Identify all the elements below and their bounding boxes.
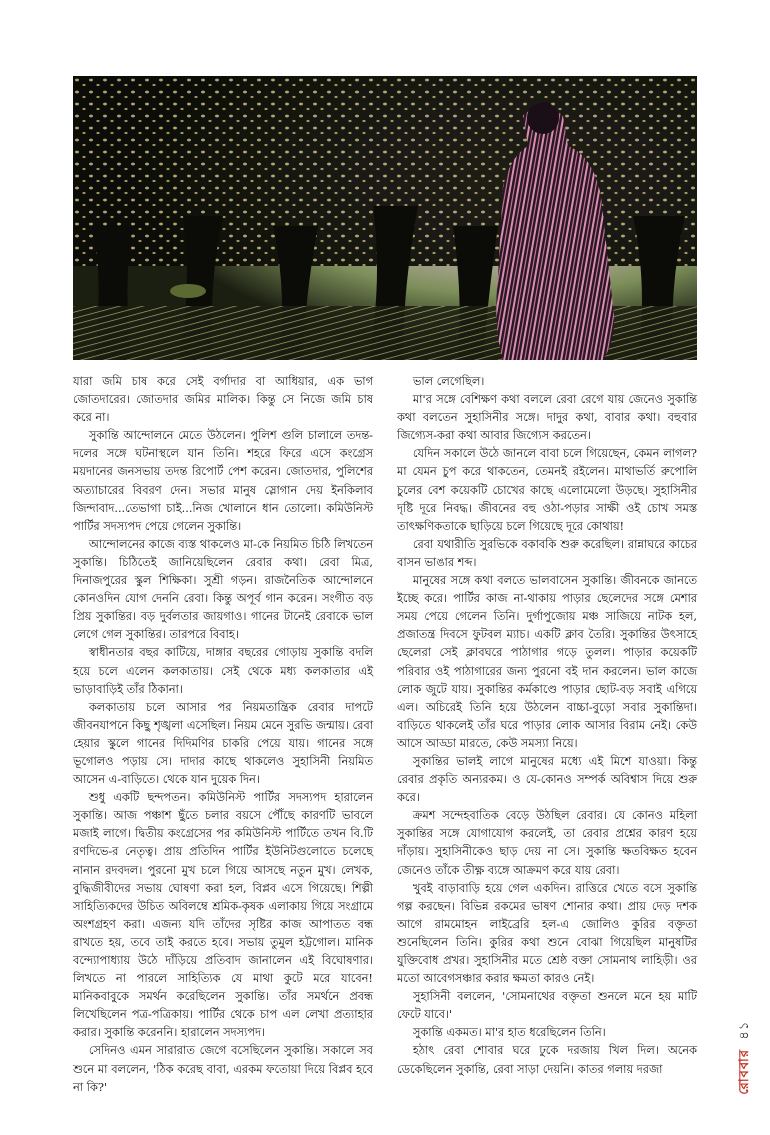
paragraph: হঠাৎ রেবা শোবার ঘরে ঢুকে দরজায় খিল দিল। অনেক ডেকেছিলেন সুকান্তি, রেবা সাড়া দেয়নি। কাতর গলায় দরজা — [397, 1043, 697, 1076]
woodcut-forest-image — [73, 76, 697, 360]
paragraph: কলকাতায় চলে আসার পর নিয়মতান্ত্রিক রেবার দাপটে জীবনযাপনে কিছু শৃঙ্খলা এসেছিল। নিয়ম মেনে সুরভি জন্মায়। রেবা হেয়ার স্কুলে গানের দিদিমণির চাকরি পেয়ে যায়। গানের সঙ্গে ভূগোলও পড়ায় সে। দাদার কাছে থাকলেও সুহাসিনী নিয়মিত আসেন এ-বাড়িতে। থেকে যান দুয়েক দিন। — [73, 699, 373, 787]
paragraph: ক্রমশ সন্দেহবাতিক বেড়ে উঠছিল রেবার। যে কোনও মহিলা সুকান্তির সঙ্গে যোগাযোগ করলেই, তা রেবার প্রশ্নের কারণ হয়ে দাঁড়ায়। সুহাসিনীকেও ছাড় দেয় না সে। সুকান্তি ক্ষতবিক্ষত হবেন জেনেও তাঁকে তীক্ষ্ণ ব্যঙ্গে আক্রমণ করে যায় রেবা। — [397, 808, 697, 877]
paragraph: যেদিন সকালে উঠে জানলে বাবা চলে গিয়েছেন, কেমন লাগল? মা যেমন চুপ করে থাকতেন, তেমনই রইলেন। মাথাভর্তি রুপোলি চুলের বেশ কয়েকটি চোখের কাছে এলোমেলো উড়ছে। সুহাসিনীর দৃষ্টি দূরে নিবদ্ধ। জীবনের বহু ওঠা-পড়ার সাক্ষী ওই চোখ সমস্ত তাৎক্ষণিকতাকে ছাড়িয়ে চলে গিয়েছে দূরে কোথায়! — [397, 446, 697, 533]
text-column-right — [397, 372, 697, 1078]
page-footer — [735, 1021, 756, 1095]
paragraph: সুকান্তি আন্দোলনে মেতে উঠলেন। পুলিশ গুলি চালালে তদন্ত-দলের সঙ্গে ঘটনাস্থলে যান তিনি। শহরে ফিরে এসে কংগ্রেস ময়দানের জনসভায় তদন্ত রিপোর্ট পেশ করেন। জোতদার, পুলিশের অত্যাচারের বিবরণ দেন। সভার মানুষ স্লোগান দেয় ইনকিলাব জিন্দাবাদ...তেভাগা চাই...নিজ খোলানে ধান তোলো। কমিউনিস্ট পার্টির সদস্যপদ পেয়ে গেলেন সুকান্তি। — [73, 428, 373, 533]
paragraph: স্বাধীনতার বছর কাটিয়ে, দাঙ্গার বছরের গোড়ায় সুকান্তি বদলি হয়ে চলে এলেন কলকাতায়। সেই থেকে মধ্য কলকাতার এই ভাড়াবাড়িই তাঁর ঠিকানা। — [73, 645, 373, 696]
magazine-name: রোববার — [737, 1049, 752, 1095]
paragraph: মা'র সঙ্গে বেশিক্ষণ কথা বললে রেবা রেগে যায় জেনেও সুকান্তি কথা বলতেন সুহাসিনীর সঙ্গে। দাদুর কথা, বাবার কথা। বহুবার জিগ্যেস-করা কথা আবার জিগ্যেস করতেন। — [397, 392, 697, 443]
paragraph: শুধু একটি ছন্দপতন। কমিউনিস্ট পার্টির সদস্যপদ হারালেন সুকান্তি। আজ পঞ্চাশ ছুঁতে চলার বয়সে পৌঁছে কারণটি ভাবলে মজাই লাগে। দ্বিতীয় কংগ্রেসের পর কমিউনিস্ট পার্টিতে তখন বি.টি রণদিভে-র নেতৃত্ব। প্রায় প্রতিদিন পার্টির ইউনিটগুলোতে চলেছে নানান রদবদল। পুরনো মুখ চলে গিয়ে আসছে নতুন মুখ। লেখক, বুদ্ধিজীবীদের সভায় ঘোষণা করা হল, বিপ্লব এসে গিয়েছে। শিল্পী সাহিত্যিকদের উচিত অবিলম্বে শ্রমিক-কৃষক এলাকায় গিয়ে সংগ্রামে অংশগ্রহণ করা। এজন্য যদি তাঁদের সৃষ্টির কাজ আপাতত বন্ধ রাখতে হয়, তবে তাই করতে হবে। সভায় তুমুল হট্টগোল। মানিক বন্দ্যোপাধ্যায় উঠে দাঁড়িয়ে প্রতিবাদ জানালেন এই বিঘোষণার। লিখতে না পারলে সাহিত্যিক যে মাথা কুটে মরে যাবেন! মানিকবাবুকে সমর্থন করেছিলেন সুকান্তি। তাঁর সমর্থনে প্রবন্ধ লিখেছিলেন পত্র-পত্রিকায়। পার্টির থেকে চাপ এল লেখা প্রত্যাহার করার। সুকান্তি করেননি। হারালেন সদস্যপদ। — [73, 790, 373, 1040]
paragraph: রেবা যথারীতি সুরভিকে বকাবকি শুরু করেছিল। রান্নাঘরে কাচের বাসন ভাঙার শব্দ। — [397, 536, 697, 569]
paragraph: সুহাসিনী বললেন, 'সোমনাথের বক্তৃতা শুনলে মনে হয় মাটি ফেটে যাবে।' — [397, 989, 697, 1022]
paragraph: আন্দোলনের কাজে ব্যস্ত থাকলেও মা-কে নিয়মিত চিঠি লিখতেন সুকান্তি। চিঠিতেই জানিয়েছিলেন রেবার কথা। রেবা মিত্র, দিনাজপুরের স্কুল শিক্ষিকা। সুশ্রী গড়ন। রাজনৈতিক আন্দোলনে কোনওদিন যোগ দেননি রেবা। কিন্তু অপূর্ব গান করেন। সংগীত বড় প্রিয় সুকান্তির। বড় দুর্বলতার জায়গাও। গানের টানেই রেবাকে ভাল লেগে গেল সুকান্তির। তারপরে বিবাহ। — [73, 536, 373, 642]
page-number: ৪১ — [737, 1021, 752, 1041]
paragraph: খুবই বাড়াবাড়ি হয়ে গেল একদিন। রাত্তিরে খেতে বসে সুকান্তি গল্প করছেন। বিভিন্ন রকমের ভাষণ শোনার কথা। প্রায় দেড় দশক আগে রামমোহন লাইব্রেরি হল-এ জোলিও কুরির বক্তৃতা শুনেছিলেন তিনি। কুরির কথা শুনে বোঝা গিয়েছিল মানুষটির যুক্তিবোধ প্রখর। সুহাসিনীর মতে শ্রেষ্ঠ বক্তা সোমনাথ লাহিড়ী। ওর মতো আবেগসঞ্চার করার ক্ষমতা কারও নেই। — [397, 880, 697, 986]
paragraph: ভাল লেগেছিল। — [412, 374, 485, 388]
paragraph: মানুষের সঙ্গে কথা বলতে ভালবাসেন সুকান্তি। জীবনকে জানতে ইচ্ছে করে। পার্টির কাজ না-থাকায় পাড়ার ছেলেদের সঙ্গে মেশার সময় পেয়ে গেলেন তিনি। দুর্গাপুজোয় মঞ্চ সাজিয়ে নাটক হল, প্রজাতন্ত্র দিবসে ফুটবল ম্যাচ। একটি ক্লাব তৈরি। সুকান্তির উৎসাহে ছেলেরা সেই ক্লাবঘরে পাঠাগার গড়ে তুলল। পাড়ার কয়েকটি পরিবার ওই পাঠাগারের জন্য পুরনো বই দান করলেন। ভাল কাজে লোক জুটে যায়। সুকান্তির কর্মকাণ্ডে পাড়ার ছোট-বড় সবাই এগিয়ে এল। অচিরেই তিনি হয়ে উঠলেন বাচ্চা-বুড়ো সবার সুকান্তিদা। বাড়িতে থাকলেই তাঁর ঘরে পাড়ার লোক আসার বিরাম নেই। কেউ আসে আড্ডা মারতে, কেউ সমস্যা নিয়ে। — [397, 573, 697, 750]
paragraph: সুকান্তি একমত। মা'র হাত ধরেছিলেন তিনি। — [412, 1025, 606, 1040]
text-column-left — [73, 372, 373, 1096]
paragraph: সুকান্তির ভালই লাগে মানুষের মধ্যে এই মিশে যাওয়া। কিন্তু রেবার প্রকৃতি অন্যরকম। ও যে-কোনও সম্পর্ক অবিশ্বাস দিয়ে শুরু করে। — [397, 753, 697, 805]
story-illustration — [73, 76, 697, 360]
paragraph: যারা জমি চাষ করে সেই বর্গাদার বা আধিয়ার, এক ভাগ জোতদারের। জোতদার জমির মালিক। কিন্তু সে নিজে জমি চাষ করে না। — [73, 374, 373, 425]
paragraph: সেদিনও এমন সারারাত জেগে বসেছিলেন সুকান্তি। সকালে সব শুনে মা বললেন, 'ঠিক করেছ বাবা, এরকম ফতোয়া দিয়ে বিপ্লব হবে না কি?' — [73, 1043, 373, 1094]
